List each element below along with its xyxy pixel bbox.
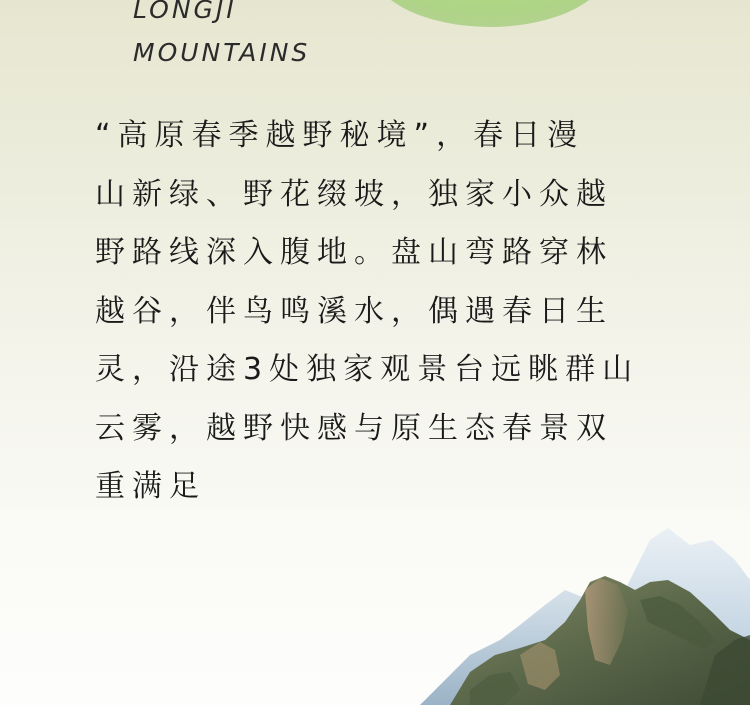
brand-line-2: MOUNTAINS <box>133 38 311 67</box>
main-rocky-mountain <box>450 576 750 705</box>
far-peak <box>600 528 750 705</box>
green-leaf-decoration <box>360 0 620 60</box>
tree-texture <box>640 596 715 650</box>
far-ridge-left <box>420 590 610 705</box>
brand-title <box>133 0 310 74</box>
right-ridge <box>700 635 750 705</box>
description-paragraph: “高原春季越野秘境”，春日漫 山新绿、野花缀坡，独家小众越 野路线深入腹地。盘山弯路穿林 越谷，伴鸟鸣溪水，偶遇春日生 灵，沿途3处独家观景台远眺群山 云雾，越野快感与原生态春景双 重满足 <box>95 118 640 504</box>
rock-face-2 <box>520 642 560 690</box>
rock-face <box>585 578 628 665</box>
tree-texture-2 <box>470 672 520 705</box>
brand-line-1: LONGJI <box>133 0 237 24</box>
